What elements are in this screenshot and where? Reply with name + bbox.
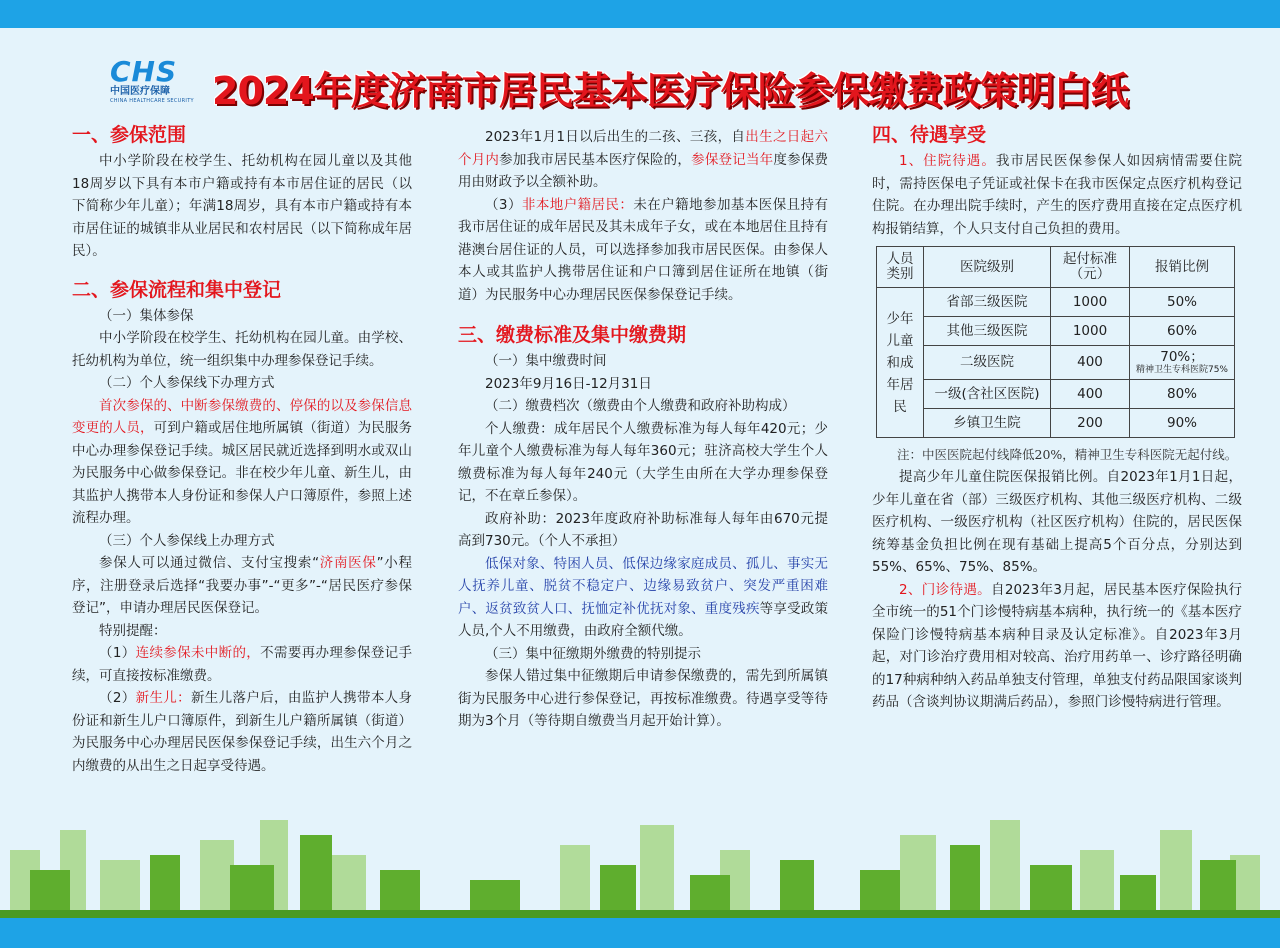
offline-paragraph — [72, 395, 412, 530]
tip-2-highlight: 新生儿： — [135, 690, 191, 706]
offline-highlight: 首次参保的、中断参保缴费的、停保的以及参保信息变更的人员， — [72, 397, 412, 436]
sub-title-collective: （一）集体参保 — [99, 307, 194, 324]
inpatient-text: 我市居民医保参保人如因病情需要住院时，需持医保电子凭证或社保卡在我市医保定点医疗机构登记住院。在办理出院手续时，产生的医疗费用直接在定点医疗机构报销结算，个人只支付自己负担的费用。 — [872, 153, 1243, 237]
nonlocal-text: 未在户籍地参加基本医保且持有我市居住证的成年居民及其未成年子女，或在本地居住且持有港澳台居住证的人员，可以选择参加我市居民医保。由参保人本人或其监护人携带居住证和户口簿到居住证所在地镇（街道）为民服务中心办理居民医保参保登记手续。 — [458, 196, 828, 303]
sub-title-online: （三）个人参保线上办理方式 — [99, 532, 275, 549]
tip-1-num: （1） — [99, 645, 136, 661]
logo-english-name: CHINA HEALTHCARE SECURITY — [110, 98, 194, 104]
online-highlight: 济南医保 — [319, 555, 377, 571]
outpatient-text: 自2023年3月起，居民基本医疗保险执行全市统一的51个门诊慢特病基本病种，执行统一的《基本医疗保险门诊慢特病基本病种目录及认定标准》。自2023年3月起，对门诊治疗费用相对较高、治疗用药单一、诊疗路径明确的17种病种纳入药品单独支付管理，单独支付药品限国家谈判药品（含谈判协议期满后药品），参照门诊慢特病进行管理。 — [872, 581, 1242, 710]
table-header-row — [877, 247, 1235, 288]
column-middle — [458, 126, 828, 733]
section-title-fees: 三、缴费标准及集中缴费期 — [458, 324, 687, 346]
page-title: 2024年度济南市居民基本医疗保险参保缴费政策明白纸 — [212, 69, 1128, 113]
ratio-cell: 80% — [1130, 380, 1235, 409]
threshold-cell: 1000 — [1051, 317, 1130, 346]
inpatient-highlight: 1、住院待遇。 — [899, 153, 996, 169]
table-row — [877, 380, 1235, 409]
category-cell: 少年儿童和成年居民 — [877, 288, 924, 438]
sub-title-period: （一）集中缴费时间 — [485, 353, 607, 369]
threshold-cell: 200 — [1051, 409, 1130, 438]
header-category: 人员类别 — [877, 247, 924, 288]
offline-text: 可到户籍或居住地所属镇（街道）为民服务中心办理参保登记手续。城区居民就近选择到明水或双山为民服务中心做参保登记。非在校少年儿童、新生儿，由其监护人携带本人身份证和参保人户口簿原件，参照上述流程办理。 — [72, 420, 412, 526]
ratio-cell — [1130, 346, 1235, 380]
header-ratio: 报销比例 — [1130, 247, 1235, 288]
ratio-value: 70%； — [1160, 349, 1204, 365]
table-note: 注：中医医院起付线降低20%，精神卫生专科医院无起付线。 — [897, 447, 1238, 462]
table-row — [877, 288, 1235, 317]
section-title-scope: 一、参保范围 — [72, 124, 187, 146]
second-child-text-a: 2023年1月1日以后出生的二孩、三孩，自 — [485, 129, 746, 145]
section-title-process: 二、参保流程和集中登记 — [72, 278, 282, 301]
logo-chinese-name: 中国医疗保障 — [110, 86, 170, 97]
header-level: 医院级别 — [924, 247, 1051, 288]
scope-paragraph: 中小学阶段在校学生、托幼机构在园儿童以及其他18周岁以下具有本市户籍或持有本市居住证的居民（以下简称少年儿童）；年满18周岁，具有本市户籍或持有本市居住证的城镇非从业居民和农村居民（以下简称成年居民）。 — [72, 153, 412, 259]
ratio-cell: 90% — [1130, 409, 1235, 438]
online-text-a: 参保人可以通过微信、支付宝搜索“ — [99, 555, 320, 571]
exempt-highlight: 低保对象、特困人员、低保边缘家庭成员、孤儿、事实无人抚养儿童、脱贫不稳定户、边缘易致贫户、突发严重困难户、返贫致贫人口、抚恤定补优抚对象、重度残疾 — [458, 555, 828, 617]
column-right — [872, 120, 1242, 714]
sub-title-offline: （二）个人参保线下办理方式 — [99, 375, 275, 391]
top-band — [0, 0, 1280, 28]
city-skyline-illustration — [0, 810, 1280, 920]
bottom-band — [0, 918, 1280, 948]
online-text-b: ”小程序，注册登录后选择“我要办事”-“更多”-“居民医疗参保登记”，申请办理居民医保登记。 — [72, 555, 412, 616]
sub-title-late: （三）集中征缴期外缴费的特别提示 — [485, 645, 701, 662]
level-cell: 省部三级医院 — [924, 288, 1051, 317]
level-cell: 乡镇卫生院 — [924, 409, 1051, 438]
reimbursement-table — [876, 246, 1235, 438]
level-cell: 其他三级医院 — [924, 317, 1051, 346]
table-row — [877, 317, 1235, 346]
child-ratio-paragraph: 提高少年儿童住院医保报销比例。自2023年1月1日起，少年儿童在省（部）三级医疗机构、其他三级医疗机构、二级医疗机构、一级医疗机构（社区医疗机构）住院的，居民医保统筹基金负担比例在现有基础上提高5个百分点，分别达到55%、65%、75%、85%。 — [872, 469, 1242, 575]
gov-subsidy-paragraph: 政府补助：2023年度政府补助标准每人每年由670元提高到730元。（个人不承担） — [458, 510, 828, 549]
second-child-text-b: 参加我市居民基本医疗保险的， — [499, 151, 692, 168]
nonlocal-highlight: 非本地户籍居民： — [521, 196, 634, 213]
header-threshold: 起付标准（元） — [1051, 247, 1130, 288]
online-paragraph — [72, 552, 412, 620]
tip-title: 特别提醒： — [99, 622, 167, 639]
nonlocal-num: （3） — [485, 196, 522, 213]
second-child-highlight-2: 参保登记当年 — [691, 151, 774, 168]
ratio-note: 精神卫生专科医院75% — [1135, 365, 1228, 375]
section-title-benefits: 四、待遇享受 — [872, 124, 987, 146]
outpatient-highlight: 2、门诊待遇。 — [899, 581, 992, 598]
period-dates: 2023年9月16日-12月31日 — [485, 375, 652, 392]
logo-mark: CHS — [110, 55, 178, 88]
level-cell: 一级(含社区医院) — [924, 380, 1051, 409]
tip-1 — [72, 642, 412, 687]
late-paragraph: 参保人错过集中征缴期后申请参保缴费的，需先到所属镇街为民服务中心进行参保登记，再按标准缴费。待遇享受等待期为3个月（等待期自缴费当月起开始计算）。 — [458, 668, 828, 729]
level-cell: 二级医院 — [924, 346, 1051, 380]
tip-1-highlight: 连续参保未中断的， — [135, 645, 261, 661]
inpatient-paragraph — [872, 150, 1242, 240]
threshold-cell: 400 — [1051, 380, 1130, 409]
table-row — [877, 346, 1235, 380]
threshold-cell: 400 — [1051, 346, 1130, 380]
column-left — [72, 120, 412, 777]
ratio-cell: 60% — [1130, 317, 1235, 346]
tip-2 — [72, 687, 412, 777]
ratio-cell: 50% — [1130, 288, 1235, 317]
second-child-highlight-1: 出生之日起六个月内 — [458, 129, 828, 168]
exempt-text: 等享受政策人员,个人不用缴费，由政府全额代缴。 — [458, 600, 829, 639]
nonlocal-paragraph — [458, 194, 828, 307]
threshold-cell: 1000 — [1051, 288, 1130, 317]
tip-2-text: 新生儿落户后，由监护人携带本人身份证和新生儿户口簿原件，到新生儿户籍所属镇（街道）为民服务中心办理居民医保参保登记手续，出生六个月之内缴费的从出生之日起享受待遇。 — [72, 690, 413, 774]
sub-title-tiers: （二）缴费档次（缴费由个人缴费和政府补助构成） — [485, 398, 796, 414]
collective-paragraph: 中小学阶段在校学生、托幼机构在园儿童。由学校、托幼机构为单位，统一组织集中办理参保登记手续。 — [72, 330, 412, 369]
personal-fee-paragraph: 个人缴费：成年居民个人缴费标准为每人每年420元；少年儿童个人缴费标准为每人每年360元；驻济高校大学生个人缴费标准为每人每年240元（大学生由所在大学办理参保登记，不在章丘参保）。 — [458, 420, 828, 504]
table-row — [877, 409, 1235, 438]
exempt-paragraph — [458, 553, 828, 643]
tip-2-num: （2） — [99, 690, 136, 706]
outpatient-paragraph — [872, 579, 1242, 714]
second-child-text-c: 度参保费用由财政予以全额补助。 — [458, 151, 829, 190]
chs-logo — [110, 55, 202, 108]
tip-1-text: 不需要再办理参保登记手续，可直接按标准缴费。 — [72, 645, 413, 684]
second-child-paragraph — [458, 126, 828, 194]
